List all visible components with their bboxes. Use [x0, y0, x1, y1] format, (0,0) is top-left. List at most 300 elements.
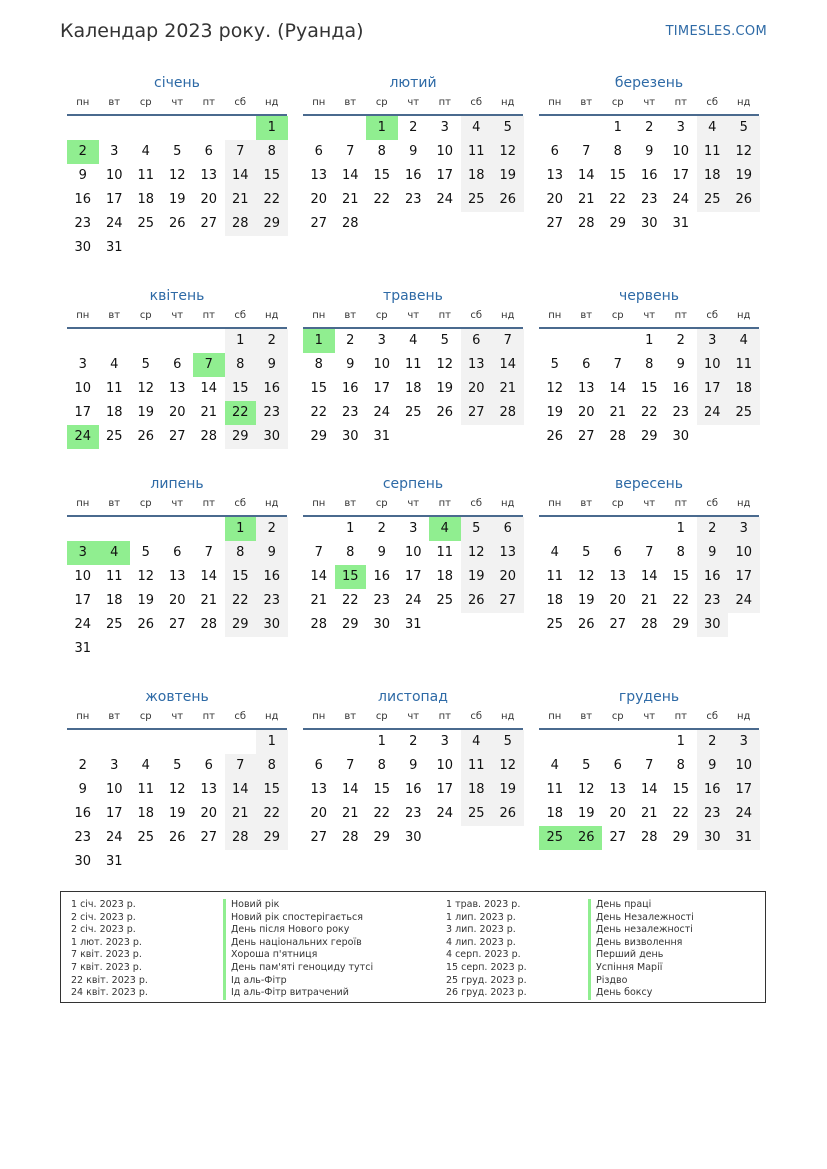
- month-3: [67, 285, 287, 449]
- day-cell: 14: [225, 778, 257, 802]
- weekday-label: чт: [171, 498, 184, 509]
- legend-holiday-name: Новий рік спостерігається: [223, 912, 373, 925]
- weekday-label: чт: [171, 310, 184, 321]
- day-cell: 1: [377, 734, 386, 749]
- day-cell: 2: [78, 758, 87, 773]
- day-cell: 10: [436, 144, 454, 159]
- legend-holiday-name: День незалежності: [588, 924, 694, 937]
- month-1: [303, 72, 523, 236]
- day-cell: 30: [74, 854, 92, 869]
- weekday-label: пн: [76, 310, 90, 321]
- day-cell: 8: [225, 353, 257, 377]
- day-cell: 27: [609, 830, 627, 845]
- legend-date: 4 серп. 2023 р.: [446, 949, 521, 961]
- empty-cell: [130, 517, 162, 541]
- holiday-day-cell: 1: [366, 116, 398, 140]
- day-cell: 2: [377, 521, 386, 536]
- legend-dates-right: [446, 899, 527, 1000]
- holiday-legend: [60, 891, 766, 1003]
- weekday-label: пт: [202, 711, 215, 722]
- day-cell: 2: [409, 120, 418, 135]
- day-cell: 21: [577, 192, 595, 207]
- empty-cell: [193, 329, 225, 353]
- day-cell: 23: [404, 806, 422, 821]
- day-cell: 12: [546, 381, 564, 396]
- day-cell: 2: [256, 517, 288, 541]
- month-4: [303, 285, 523, 449]
- empty-cell: [130, 329, 162, 353]
- day-grid: [67, 329, 287, 449]
- day-cell: 17: [404, 569, 422, 584]
- day-cell: 3: [377, 333, 386, 348]
- day-cell: 24: [672, 192, 690, 207]
- day-cell: 27: [310, 830, 328, 845]
- day-cell: 10: [373, 357, 391, 372]
- day-cell: 1: [676, 521, 685, 536]
- legend-holiday-name: День визволення: [588, 937, 694, 950]
- month-0: [67, 72, 287, 260]
- day-cell: 19: [168, 806, 186, 821]
- weekday-label: сб: [706, 498, 719, 509]
- day-cell: 5: [440, 333, 449, 348]
- legend-dates-left: [71, 899, 148, 1000]
- day-cell: 6: [204, 758, 213, 773]
- day-cell: 1: [645, 333, 654, 348]
- day-cell: 11: [137, 168, 155, 183]
- day-cell: 9: [409, 144, 418, 159]
- day-cell: 28: [577, 216, 595, 231]
- month-9: [67, 686, 287, 874]
- month-name: березень: [614, 75, 684, 91]
- weekday-label: ср: [375, 498, 388, 509]
- day-cell: 8: [676, 545, 685, 560]
- day-cell: 20: [200, 806, 218, 821]
- day-cell: 25: [137, 830, 155, 845]
- weekday-label: чт: [407, 498, 420, 509]
- day-grid: [303, 116, 523, 236]
- day-cell: 4: [728, 329, 760, 353]
- day-cell: 26: [137, 429, 155, 444]
- day-cell: 15: [640, 381, 658, 396]
- day-cell: 3: [676, 120, 685, 135]
- day-cell: 14: [492, 353, 524, 377]
- day-cell: 27: [492, 589, 524, 613]
- weekday-label: ср: [139, 711, 152, 722]
- weekday-label: вт: [344, 498, 357, 509]
- day-cell: 11: [461, 754, 493, 778]
- day-cell: 12: [461, 541, 493, 565]
- day-cell: 15: [256, 778, 288, 802]
- day-cell: 22: [373, 806, 391, 821]
- day-cell: 15: [672, 569, 690, 584]
- day-cell: 17: [105, 192, 123, 207]
- day-cell: 25: [105, 617, 123, 632]
- day-cell: 18: [436, 569, 454, 584]
- day-cell: 13: [461, 353, 493, 377]
- day-cell: 23: [672, 405, 690, 420]
- day-grid: [539, 517, 759, 637]
- weekday-label: пт: [438, 97, 451, 108]
- month-6: [67, 473, 287, 661]
- day-cell: 7: [492, 329, 524, 353]
- day-cell: 27: [461, 401, 493, 425]
- day-cell: 9: [78, 168, 87, 183]
- day-cell: 9: [697, 541, 729, 565]
- weekday-label: чт: [643, 97, 656, 108]
- empty-cell: [67, 329, 99, 353]
- day-cell: 28: [609, 429, 627, 444]
- day-cell: 8: [676, 758, 685, 773]
- day-cell: 29: [373, 830, 391, 845]
- weekday-label: сб: [470, 711, 483, 722]
- weekday-label: пт: [438, 310, 451, 321]
- weekday-label: нд: [501, 97, 515, 108]
- day-cell: 21: [225, 188, 257, 212]
- empty-cell: [99, 329, 131, 353]
- day-cell: 17: [436, 782, 454, 797]
- day-cell: 5: [728, 116, 760, 140]
- day-grid: [303, 329, 523, 449]
- day-cell: 4: [409, 333, 418, 348]
- weekday-label: пн: [312, 711, 326, 722]
- day-cell: 25: [404, 405, 422, 420]
- empty-cell: [193, 730, 225, 754]
- empty-cell: [602, 329, 634, 353]
- legend-date: 24 квіт. 2023 р.: [71, 987, 148, 999]
- day-grid: [539, 329, 759, 449]
- weekday-label: вт: [580, 310, 593, 321]
- day-cell: 30: [74, 240, 92, 255]
- day-cell: 18: [137, 192, 155, 207]
- day-grid: [303, 730, 523, 850]
- empty-cell: [67, 730, 99, 754]
- day-cell: 25: [728, 401, 760, 425]
- weekday-label: чт: [643, 310, 656, 321]
- day-cell: 27: [577, 429, 595, 444]
- weekday-label: пн: [76, 498, 90, 509]
- day-cell: 19: [168, 192, 186, 207]
- weekday-label: вт: [108, 97, 121, 108]
- day-cell: 1: [256, 730, 288, 754]
- day-cell: 16: [697, 565, 729, 589]
- day-cell: 23: [373, 593, 391, 608]
- day-cell: 17: [105, 806, 123, 821]
- weekday-label: сб: [706, 97, 719, 108]
- month-7: [303, 473, 523, 637]
- weekday-header: [539, 708, 759, 730]
- day-cell: 27: [609, 617, 627, 632]
- day-cell: 3: [78, 357, 87, 372]
- day-cell: 20: [492, 565, 524, 589]
- day-cell: 16: [404, 168, 422, 183]
- month-10: [303, 686, 523, 850]
- day-cell: 4: [550, 758, 559, 773]
- day-cell: 17: [436, 168, 454, 183]
- day-cell: 4: [141, 144, 150, 159]
- day-cell: 18: [137, 806, 155, 821]
- brand-link[interactable]: TIMESLES.COM: [665, 24, 767, 39]
- day-cell: 8: [613, 144, 622, 159]
- legend-holiday-name: Різдво: [588, 975, 694, 988]
- day-cell: 9: [256, 353, 288, 377]
- day-cell: 28: [225, 212, 257, 236]
- month-name: серпень: [382, 476, 444, 492]
- weekday-label: вт: [580, 498, 593, 509]
- day-cell: 15: [225, 377, 257, 401]
- day-cell: 21: [640, 806, 658, 821]
- day-cell: 13: [609, 782, 627, 797]
- day-cell: 2: [697, 730, 729, 754]
- day-cell: 5: [492, 730, 524, 754]
- legend-date: 2 січ. 2023 р.: [71, 911, 136, 923]
- day-cell: 22: [225, 589, 257, 613]
- day-cell: 6: [173, 357, 182, 372]
- day-cell: 18: [461, 164, 493, 188]
- day-cell: 13: [310, 168, 328, 183]
- day-cell: 24: [404, 593, 422, 608]
- day-cell: 10: [74, 569, 92, 584]
- weekday-label: вт: [344, 97, 357, 108]
- empty-cell: [130, 730, 162, 754]
- day-cell: 13: [200, 168, 218, 183]
- day-cell: 24: [105, 216, 123, 231]
- day-cell: 4: [141, 758, 150, 773]
- day-cell: 11: [137, 782, 155, 797]
- day-cell: 30: [373, 617, 391, 632]
- weekday-label: пн: [548, 97, 562, 108]
- day-cell: 7: [225, 140, 257, 164]
- weekday-header: [303, 307, 523, 329]
- weekday-label: вт: [344, 310, 357, 321]
- day-cell: 23: [341, 405, 359, 420]
- month-name: грудень: [618, 689, 680, 705]
- month-11: [539, 686, 759, 850]
- day-cell: 6: [204, 144, 213, 159]
- day-cell: 29: [225, 425, 257, 449]
- day-cell: 5: [461, 517, 493, 541]
- day-cell: 13: [546, 168, 564, 183]
- day-cell: 25: [461, 802, 493, 826]
- day-cell: 13: [577, 381, 595, 396]
- day-cell: 24: [728, 802, 760, 826]
- day-cell: 27: [310, 216, 328, 231]
- weekday-label: сб: [234, 97, 247, 108]
- day-cell: 11: [546, 569, 564, 584]
- day-cell: 20: [461, 377, 493, 401]
- weekday-label: пн: [312, 498, 326, 509]
- day-cell: 13: [168, 381, 186, 396]
- weekday-label: пт: [202, 310, 215, 321]
- weekday-label: пт: [674, 310, 687, 321]
- legend-date: 3 лип. 2023 р.: [446, 924, 516, 936]
- day-cell: 5: [582, 545, 591, 560]
- legend-names-left: [223, 899, 373, 1000]
- day-cell: 14: [225, 164, 257, 188]
- day-cell: 16: [672, 381, 690, 396]
- day-cell: 26: [137, 617, 155, 632]
- day-cell: 14: [577, 168, 595, 183]
- day-cell: 3: [440, 734, 449, 749]
- legend-holiday-name: День пам'яті геноциду тутсі: [223, 962, 373, 975]
- day-cell: 15: [373, 168, 391, 183]
- legend-date: 7 квіт. 2023 р.: [71, 949, 142, 961]
- legend-date: 4 лип. 2023 р.: [446, 936, 516, 948]
- empty-cell: [67, 116, 99, 140]
- day-cell: 30: [256, 425, 288, 449]
- empty-cell: [99, 116, 131, 140]
- day-cell: 11: [546, 782, 564, 797]
- day-cell: 12: [137, 569, 155, 584]
- day-cell: 7: [204, 545, 213, 560]
- day-cell: 5: [550, 357, 559, 372]
- weekday-label: вт: [344, 711, 357, 722]
- weekday-label: сб: [234, 498, 247, 509]
- day-cell: 30: [697, 826, 729, 850]
- legend-holiday-name: День праці: [588, 899, 694, 912]
- day-cell: 19: [492, 778, 524, 802]
- legend-holiday-name: Ід аль-Фітр: [223, 975, 373, 988]
- day-cell: 16: [373, 569, 391, 584]
- day-cell: 12: [728, 140, 760, 164]
- day-cell: 8: [225, 541, 257, 565]
- weekday-label: пн: [548, 711, 562, 722]
- day-cell: 19: [137, 405, 155, 420]
- day-cell: 18: [546, 806, 564, 821]
- day-cell: 8: [314, 357, 323, 372]
- day-cell: 10: [672, 144, 690, 159]
- empty-cell: [162, 116, 194, 140]
- day-cell: 21: [609, 405, 627, 420]
- day-cell: 5: [141, 545, 150, 560]
- month-name: листопад: [378, 689, 448, 705]
- day-cell: 16: [640, 168, 658, 183]
- day-cell: 3: [110, 758, 119, 773]
- weekday-label: пн: [76, 711, 90, 722]
- month-name: квітень: [149, 288, 205, 304]
- day-cell: 13: [168, 569, 186, 584]
- weekday-label: нд: [501, 711, 515, 722]
- day-cell: 12: [577, 569, 595, 584]
- holiday-day-cell: 1: [225, 517, 257, 541]
- day-cell: 19: [546, 405, 564, 420]
- day-cell: 24: [373, 405, 391, 420]
- empty-cell: [539, 329, 571, 353]
- day-cell: 23: [697, 589, 729, 613]
- day-cell: 6: [492, 517, 524, 541]
- weekday-label: чт: [643, 498, 656, 509]
- day-cell: 1: [346, 521, 355, 536]
- day-cell: 11: [404, 357, 422, 372]
- weekday-label: чт: [407, 97, 420, 108]
- day-cell: 15: [225, 565, 257, 589]
- day-cell: 19: [577, 806, 595, 821]
- day-cell: 4: [110, 357, 119, 372]
- day-cell: 4: [697, 116, 729, 140]
- day-cell: 13: [609, 569, 627, 584]
- day-cell: 21: [640, 593, 658, 608]
- day-cell: 10: [436, 758, 454, 773]
- day-cell: 9: [676, 357, 685, 372]
- weekday-header: [67, 94, 287, 116]
- day-cell: 16: [256, 377, 288, 401]
- weekday-label: пт: [674, 711, 687, 722]
- day-cell: 16: [404, 782, 422, 797]
- day-cell: 20: [168, 405, 186, 420]
- weekday-label: ср: [611, 310, 624, 321]
- day-cell: 26: [728, 188, 760, 212]
- day-cell: 14: [609, 381, 627, 396]
- day-cell: 4: [461, 730, 493, 754]
- day-cell: 14: [200, 381, 218, 396]
- day-cell: 7: [314, 545, 323, 560]
- weekday-label: сб: [470, 498, 483, 509]
- holiday-day-cell: 2: [67, 140, 99, 164]
- day-cell: 26: [492, 188, 524, 212]
- day-cell: 14: [200, 569, 218, 584]
- day-cell: 11: [436, 545, 454, 560]
- weekday-label: ср: [611, 711, 624, 722]
- day-cell: 8: [256, 140, 288, 164]
- weekday-label: нд: [737, 97, 751, 108]
- day-cell: 11: [461, 140, 493, 164]
- day-cell: 29: [341, 617, 359, 632]
- weekday-label: нд: [501, 498, 515, 509]
- day-cell: 29: [672, 830, 690, 845]
- holiday-day-cell: 24: [67, 425, 99, 449]
- day-cell: 27: [168, 429, 186, 444]
- empty-cell: [193, 517, 225, 541]
- legend-holiday-name: День національних героїв: [223, 937, 373, 950]
- day-cell: 15: [310, 381, 328, 396]
- empty-cell: [303, 517, 335, 541]
- day-cell: 3: [697, 329, 729, 353]
- day-cell: 24: [436, 806, 454, 821]
- day-cell: 15: [672, 782, 690, 797]
- weekday-label: ср: [611, 97, 624, 108]
- day-cell: 18: [546, 593, 564, 608]
- day-cell: 14: [341, 782, 359, 797]
- day-cell: 7: [346, 758, 355, 773]
- day-cell: 24: [74, 617, 92, 632]
- day-cell: 6: [173, 545, 182, 560]
- day-cell: 8: [377, 758, 386, 773]
- day-cell: 23: [404, 192, 422, 207]
- day-cell: 22: [341, 593, 359, 608]
- weekday-header: [539, 94, 759, 116]
- day-cell: 14: [640, 569, 658, 584]
- day-cell: 1: [676, 734, 685, 749]
- day-cell: 10: [404, 545, 422, 560]
- day-cell: 17: [74, 405, 92, 420]
- day-cell: 20: [168, 593, 186, 608]
- empty-cell: [634, 730, 666, 754]
- day-grid: [67, 730, 287, 874]
- weekday-label: ср: [375, 97, 388, 108]
- legend-holiday-name: Ід аль-Фітр витрачений: [223, 987, 373, 1000]
- legend-date: 1 трав. 2023 р.: [446, 899, 521, 910]
- day-cell: 10: [105, 782, 123, 797]
- weekday-label: сб: [470, 310, 483, 321]
- day-cell: 24: [436, 192, 454, 207]
- month-name: січень: [154, 75, 200, 91]
- legend-date: 15 серп. 2023 р.: [446, 961, 527, 973]
- legend-holiday-name: День боксу: [588, 987, 694, 1000]
- day-cell: 28: [310, 617, 328, 632]
- day-cell: 28: [640, 830, 658, 845]
- day-cell: 16: [341, 381, 359, 396]
- weekday-header: [67, 708, 287, 730]
- day-cell: 8: [256, 754, 288, 778]
